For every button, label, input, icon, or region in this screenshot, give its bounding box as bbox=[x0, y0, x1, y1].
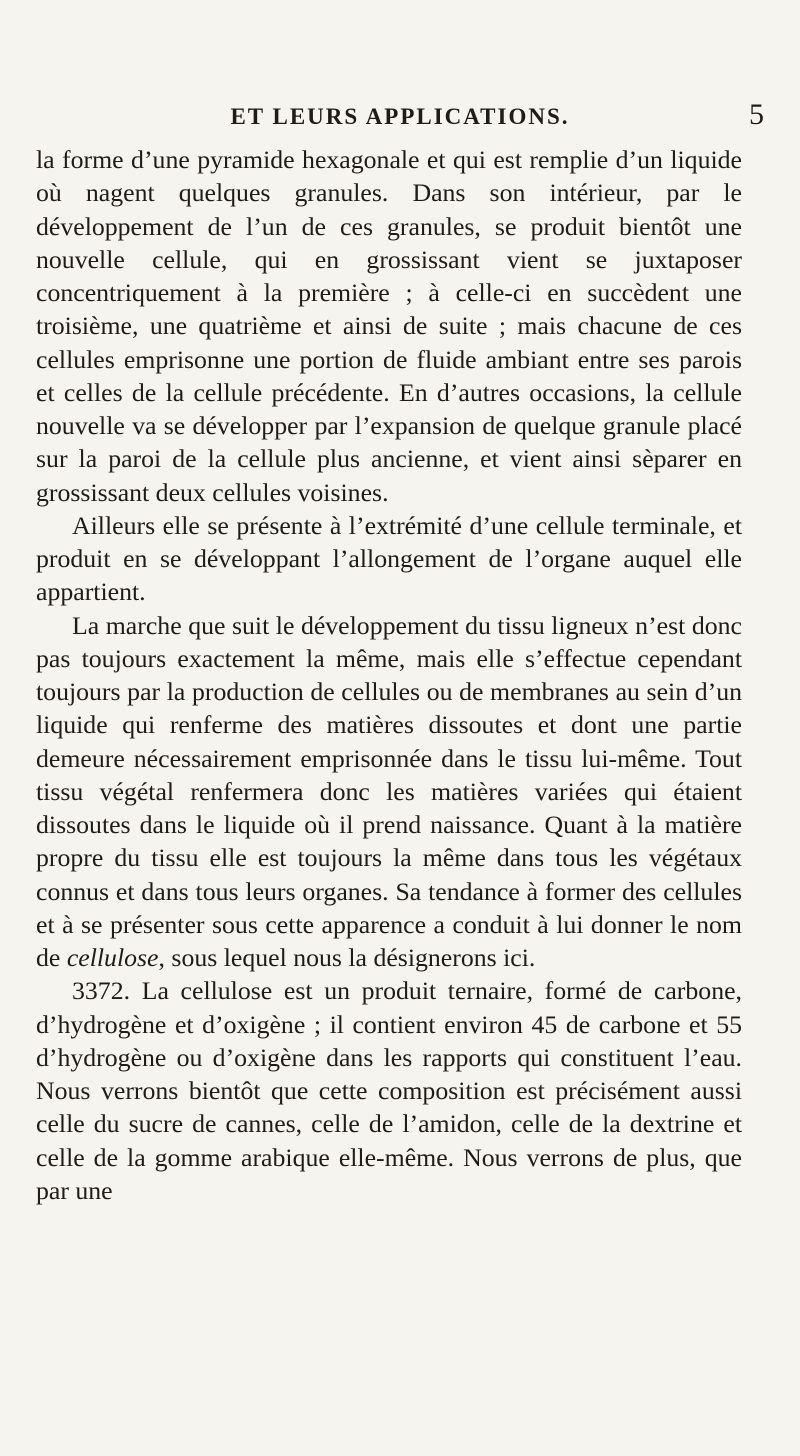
section-number: 3372. bbox=[72, 976, 131, 1006]
paragraph-1: la forme d’une pyramide hexagonale et qui est remplie d’un liquide où nagent quelques granules. Dans son intérieur, par le développement de l’un de ces granules, se produit bientôt une nouvelle cellule, qui en grossissant vient se juxtaposer concentriquement à la première ; à celle-ci en succèdent une troisième, une quatrième et ainsi de suite ; mais chacune de ces cellules emprisonne une portion de fluide ambiant entre ses parois et celles de la cellule précédente. En d’autres occasions, la cellule nouvelle va se développer par l’expansion de quelque granule placé sur la paroi de la cellule plus ancienne, et vient ainsi sèparer en grossissant deux cellules voisines. bbox=[36, 145, 742, 507]
paragraph-2: Ailleurs elle se présente à l’extrémité d’une cellule terminale, et produit en se développant l’allongement de l’organe auquel elle appartient. bbox=[36, 510, 742, 607]
paragraph-3-text: La marche que suit le développement du tissu ligneux n’est donc pas toujours exactement la même, mais elle s’effectue cependant toujours par la production de cellules ou de membranes au sein d’un liquide qui renferme des matières dissoutes et dont une partie demeure nécessairement emprisonnée dans le tissu lui-même. Tout tissu végétal renfermera donc les matières variées qui étaient dissoutes dans le liquide où il prend naissance. Quant à la matière propre du tissu elle est toujours la même dans tous les végétaux connus et dans tous leurs organes. Sa tendance à former des cellules et à se présenter sous cette apparence a conduit à lui donner le nom de bbox=[36, 610, 742, 972]
page-number: 5 bbox=[749, 98, 764, 131]
body-text bbox=[36, 143, 742, 1207]
page-header bbox=[0, 98, 800, 138]
cellulose-term: cellulose bbox=[66, 943, 159, 972]
paragraph-3-end: , sous lequel nous la désignerons ici. bbox=[158, 943, 536, 972]
running-head: ET LEURS APPLICATIONS. bbox=[230, 104, 570, 129]
paragraph-4-text: La cellulose est un produit ternaire, formé de carbone, d’hydrogène et d’oxigène ; il contient environ 45 de carbone et 55 d’hydrogène ou d’oxigène dans les rapports qui constituent l’eau. Nous verrons bientôt que cette composition est précisément aussi celle du sucre de cannes, celle de l’amidon, celle de la dextrine et celle de la gomme arabique elle-même. Nous verrons de plus, que par une bbox=[36, 976, 742, 1205]
paragraph-4 bbox=[36, 974, 742, 1207]
paragraph-3 bbox=[36, 609, 742, 975]
